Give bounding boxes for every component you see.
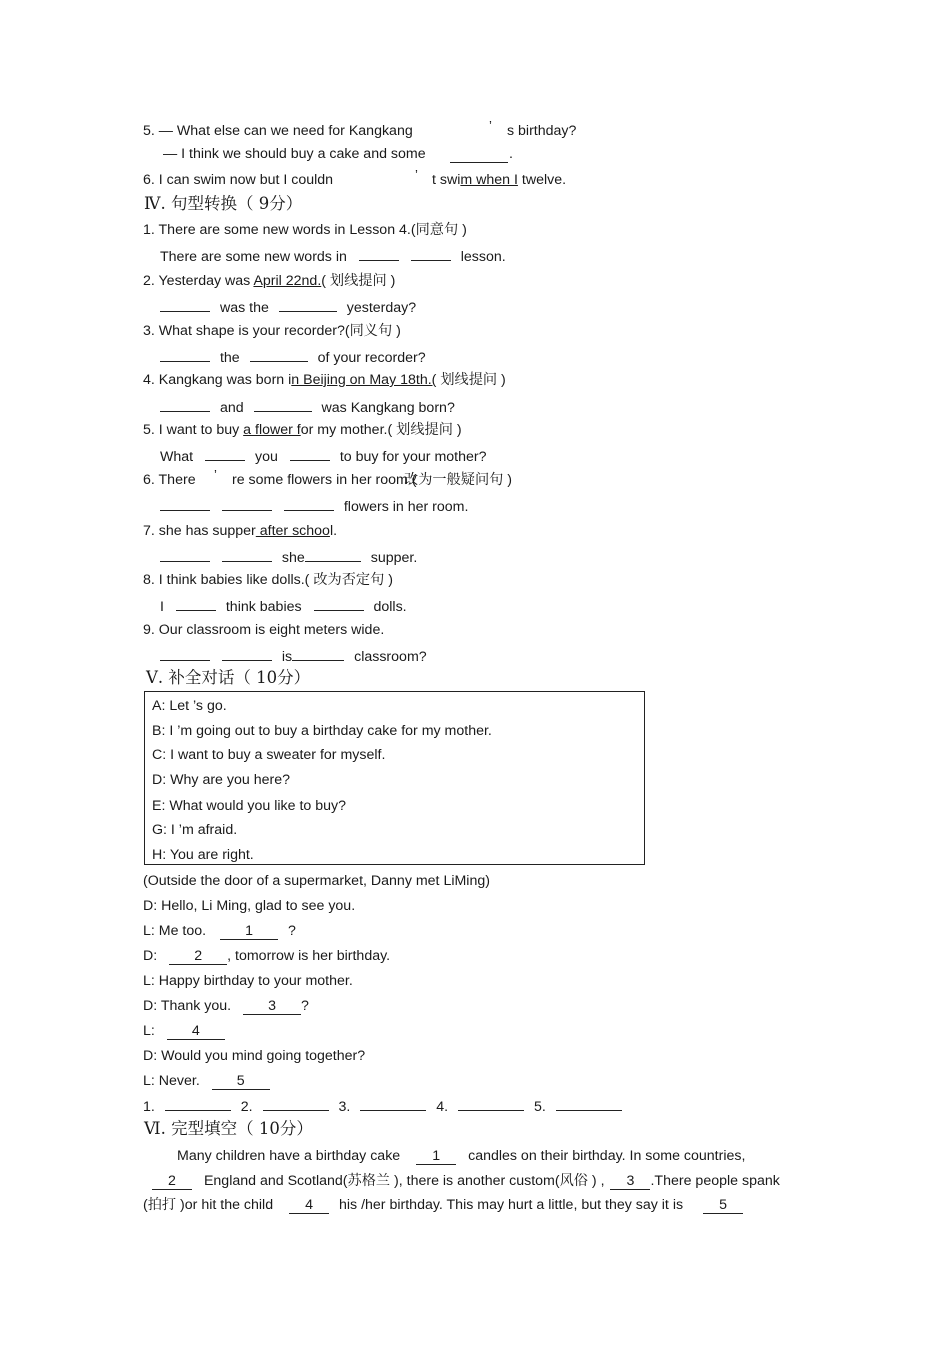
option-e: E: What would you like to buy?	[152, 798, 346, 814]
blank[interactable]	[176, 596, 216, 611]
blank[interactable]	[205, 446, 245, 461]
apostrophe: ’	[489, 118, 492, 133]
dialogue-line: D: 2 , tomorrow is her birthday.	[143, 948, 391, 964]
item7: 7. she has supper after school.	[143, 523, 338, 539]
section4-title: Ⅳ. 句型转换（ 9分）	[144, 194, 303, 213]
blank[interactable]	[314, 596, 364, 611]
q5-line2: — I think we should buy a cake and some	[163, 146, 426, 162]
answer-blank[interactable]	[360, 1096, 426, 1111]
option-a: A: Let ’s go.	[152, 698, 227, 714]
q5-line1: 5. — What else can we need for Kangkang	[143, 123, 413, 139]
passage-line: Many children have a birthday cake 1 candles on their birthday. In some countries,	[177, 1148, 746, 1164]
item1: 1. There are some new words in Lesson 4.(同意句 )	[143, 222, 467, 238]
numbered-blank[interactable]: 1	[220, 924, 278, 940]
numbered-blank[interactable]: 4	[167, 1024, 225, 1040]
period: .	[509, 146, 513, 162]
dialogue-context: (Outside the door of a supermarket, Danny met LiMing)	[143, 873, 490, 889]
blank[interactable]	[160, 547, 210, 562]
option-d: D: Why are you here?	[152, 772, 290, 788]
section5-title: Ⅴ. 补全对话（ 10分）	[146, 668, 311, 687]
dialogue-line: L: Never. 5	[143, 1072, 270, 1090]
answer-blank[interactable]	[556, 1096, 622, 1111]
item4-answer: and was Kangkang born?	[160, 397, 455, 417]
option-h: H: You are right.	[152, 847, 254, 863]
blank[interactable]	[411, 246, 451, 261]
item1-answer: There are some new words in lesson.	[160, 246, 506, 266]
dialogue-line: L: Happy birthday to your mother.	[143, 973, 353, 989]
numbered-blank[interactable]: 3	[610, 1174, 650, 1190]
numbered-blank[interactable]: 2	[152, 1174, 192, 1190]
q6-line: 6. I can swim now but I couldn	[143, 172, 334, 188]
answer-blank[interactable]	[263, 1096, 329, 1111]
numbered-blank[interactable]: 2	[169, 949, 227, 965]
answer-blank[interactable]	[165, 1096, 231, 1111]
option-c: C: I want to buy a sweater for myself.	[152, 747, 386, 763]
blank[interactable]	[222, 646, 272, 661]
blank[interactable]	[284, 496, 334, 511]
section6-title: Ⅵ. 完型填空（ 10分）	[144, 1119, 313, 1138]
blank[interactable]	[290, 446, 330, 461]
dialogue-line: L: 4	[143, 1022, 225, 1040]
item5-answer: What you to buy for your mother?	[160, 446, 487, 466]
item6: 6. There	[143, 472, 196, 488]
blank[interactable]	[450, 148, 508, 163]
item8-answer: I think babies dolls.	[160, 596, 407, 616]
item6-answer: flowers in her room.	[160, 496, 468, 516]
numbered-blank[interactable]: 1	[416, 1149, 456, 1165]
blank[interactable]	[305, 547, 361, 562]
item3-answer: the of your recorder?	[160, 347, 426, 367]
blank[interactable]	[359, 246, 399, 261]
blank[interactable]	[254, 397, 312, 412]
item9-answer: is classroom?	[160, 646, 427, 666]
dialogue-line: L: Me too. 1 ?	[143, 923, 296, 939]
item6-note: 改为一般疑问句 )	[404, 472, 512, 488]
passage-line: 2 England and Scotland(苏格兰 ), there is another custom(风俗 ) , 3 .There people spank	[152, 1172, 780, 1190]
q5-line1-end: s birthday?	[507, 123, 577, 139]
apostrophe: ’	[214, 467, 217, 482]
dialogue-line: D: Would you mind going together?	[143, 1048, 366, 1064]
numbered-blank[interactable]: 5	[212, 1074, 270, 1090]
blank[interactable]	[292, 646, 344, 661]
answer-blank[interactable]	[458, 1096, 524, 1111]
blank[interactable]	[250, 347, 308, 362]
item6-rest: re some flowers in her room.(	[232, 472, 417, 488]
blank[interactable]	[160, 347, 210, 362]
blank[interactable]	[160, 397, 210, 412]
passage-line: (拍打 )or hit the child 4 his /her birthday. This may hurt a little, but they say it is 5	[143, 1196, 743, 1214]
blank[interactable]	[160, 297, 210, 312]
item3: 3. What shape is your recorder?(同义句 )	[143, 323, 401, 339]
blank[interactable]	[222, 547, 272, 562]
item2-answer: was the yesterday?	[160, 297, 416, 317]
item7-answer: she supper.	[160, 547, 417, 567]
q6-line-end: t swim when I twelve.	[432, 172, 567, 188]
item4: 4. Kangkang was born in Beijing on May 18th.( 划线提问 )	[143, 372, 506, 388]
item5: 5. I want to buy a flower for my mother.( 划线提问 )	[143, 422, 462, 438]
item8: 8. I think babies like dolls.( 改为否定句 )	[143, 572, 393, 588]
blank[interactable]	[160, 646, 210, 661]
numbered-blank[interactable]: 3	[243, 999, 301, 1015]
dialogue-line: D: Thank you. 3 ?	[143, 998, 309, 1014]
blank[interactable]	[160, 496, 210, 511]
numbered-blank[interactable]: 4	[289, 1198, 329, 1214]
item2: 2. Yesterday was April 22nd.( 划线提问 )	[143, 273, 396, 289]
numbered-blank[interactable]: 5	[703, 1198, 743, 1214]
blank[interactable]	[222, 496, 272, 511]
blank[interactable]	[279, 297, 337, 312]
dialogue-line: D: Hello, Li Ming, glad to see you.	[143, 898, 356, 914]
apostrophe: ’	[415, 167, 418, 182]
answer-row: 1. 2. 3. 4. 5.	[143, 1096, 622, 1116]
option-g: G: I ’m afraid.	[152, 822, 238, 838]
item9: 9. Our classroom is eight meters wide.	[143, 622, 385, 638]
option-b: B: I ’m going out to buy a birthday cake for my mother.	[152, 723, 492, 739]
